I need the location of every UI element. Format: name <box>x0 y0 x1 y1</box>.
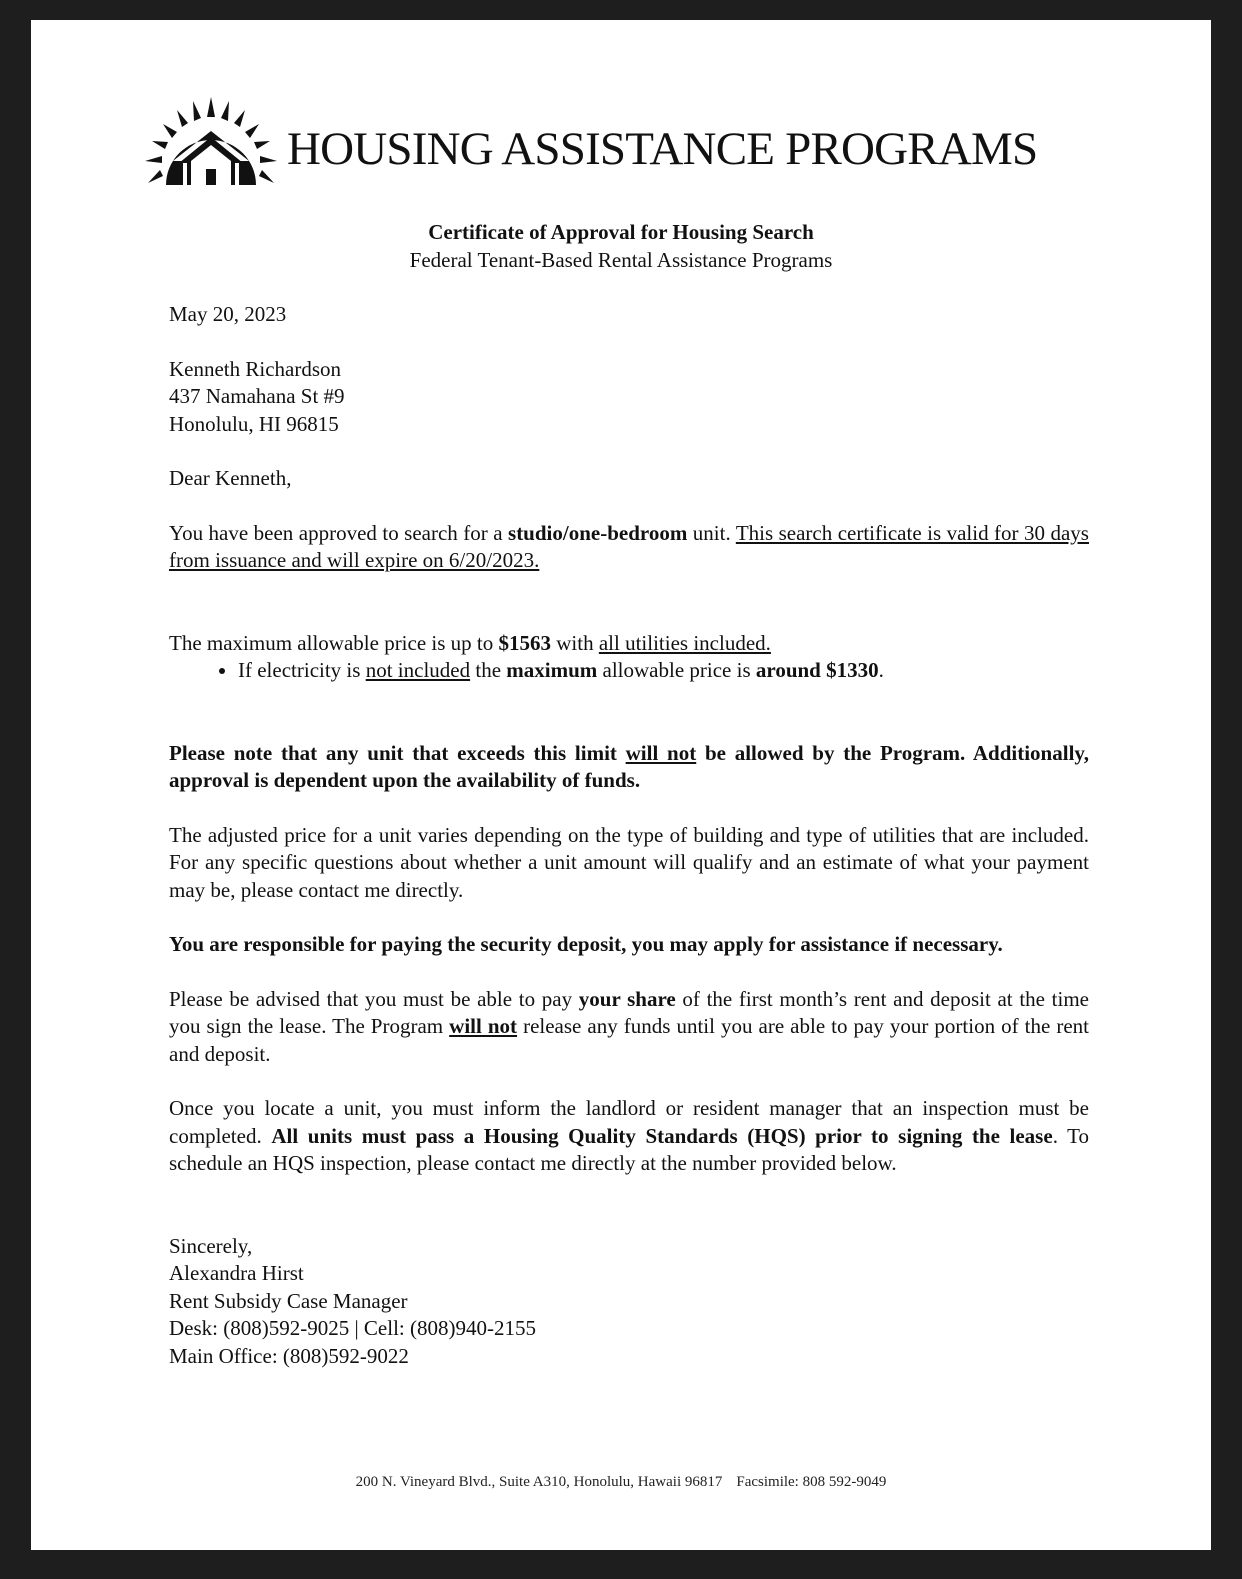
advised-text: of the first month’s rent and deposit at the time you sign the lease. The Program <box>169 986 1089 1038</box>
advised-text: Please be advised that you must be able to pay <box>169 986 579 1011</box>
inspection-paragraph <box>169 1095 1089 1178</box>
letterhead <box>141 90 1101 200</box>
max-price-amount: $1563 <box>498 630 551 655</box>
signer-name: Alexandra Hirst <box>169 1261 304 1285</box>
certificate-subtitle: Federal Tenant-Based Rental Assistance Programs <box>409 248 833 272</box>
certificate-heading <box>31 218 1211 274</box>
letter-body <box>169 301 1089 1370</box>
bullet-text: allowable price is <box>597 658 756 682</box>
adjusted-price-paragraph: The adjusted price for a unit varies depending on the type of building and type of utilities that are included. For any specific questions about whether a unit amount will qualify and an estimate of what your payment may be, please contact me directly. <box>169 822 1089 902</box>
bullet-text: the <box>470 658 507 682</box>
price-text: with <box>551 630 599 655</box>
recipient-name: Kenneth Richardson <box>169 356 342 381</box>
unit-type: studio/one-bedroom <box>508 520 688 545</box>
letter-date: May 20, 2023 <box>169 302 287 326</box>
certificate-title: Certificate of Approval for Housing Search <box>428 220 814 244</box>
approval-paragraph <box>169 520 1089 575</box>
advised-paragraph <box>169 986 1089 1069</box>
bullet-text: . <box>878 658 884 682</box>
closing: Sincerely, <box>169 1233 253 1258</box>
notice-text: Please note that any unit that exceeds this limit <box>169 740 626 765</box>
main-office-phone: Main Office: (808)592-9022 <box>169 1343 409 1368</box>
signer-phones: Desk: (808)592-9025 | Cell: (808)940-2155 <box>169 1316 536 1340</box>
notice-text: will not <box>625 740 697 765</box>
price-paragraph <box>169 630 1089 658</box>
advised-text: release any funds until you are able to pay your portion of the rent and deposit. <box>169 1014 1089 1066</box>
inspection-text: . To schedule an HQS inspection, please contact me directly at the number provided below. <box>169 1123 1090 1175</box>
sun-house-logo-icon <box>141 95 281 195</box>
bullet-text: not included <box>365 658 471 682</box>
signature-block <box>169 1233 1089 1371</box>
signer-title: Rent Subsidy Case Manager <box>169 1288 408 1313</box>
recipient-address-block <box>169 356 1089 439</box>
notice-text: be allowed by the Program. Additionally, approval is dependent upon the availability of funds. <box>169 740 1089 792</box>
approval-text: unit. <box>687 520 736 545</box>
advised-text: will not <box>449 1014 518 1038</box>
limit-notice <box>169 740 1089 795</box>
approval-text: You have been approved to search for a <box>169 520 509 545</box>
price-text: The maximum allowable price is up to <box>169 630 499 655</box>
organization-name: HOUSING ASSISTANCE PROGRAMS <box>287 123 1038 175</box>
document-page <box>31 20 1211 1550</box>
page-footer <box>31 1474 1211 1491</box>
alt-price-amount: around $1330 <box>755 658 879 682</box>
advised-text: your share <box>578 986 676 1011</box>
bullet-text: If electricity is <box>238 658 366 682</box>
validity-notice: This search certificate is valid for 30 days from issuance and will expire on 6/20/2023. <box>169 520 1089 572</box>
recipient-address-line2: Honolulu, HI 96815 <box>169 411 339 436</box>
salutation: Dear Kenneth, <box>169 466 292 490</box>
bullet-text: maximum <box>506 658 598 682</box>
inspection-text: Once you locate a unit, you must inform the landlord or resident manager that an inspection must be completed. <box>169 1096 1089 1148</box>
deposit-notice: You are responsible for paying the security deposit, you may apply for assistance if necessary. <box>169 932 1003 956</box>
price-bullet-list <box>169 657 1089 685</box>
footer-address: 200 N. Vineyard Blvd., Suite A310, Honolulu, Hawaii 96817 <box>355 1474 723 1490</box>
footer-fax: Facsimile: 808 592-9049 <box>736 1474 887 1490</box>
inspection-text: All units must pass a Housing Quality Standards (HQS) prior to signing the lease <box>271 1123 1053 1148</box>
utilities-included: all utilities included. <box>598 630 771 655</box>
electricity-bullet <box>238 657 1089 685</box>
recipient-address-line1: 437 Namahana St #9 <box>169 384 345 408</box>
